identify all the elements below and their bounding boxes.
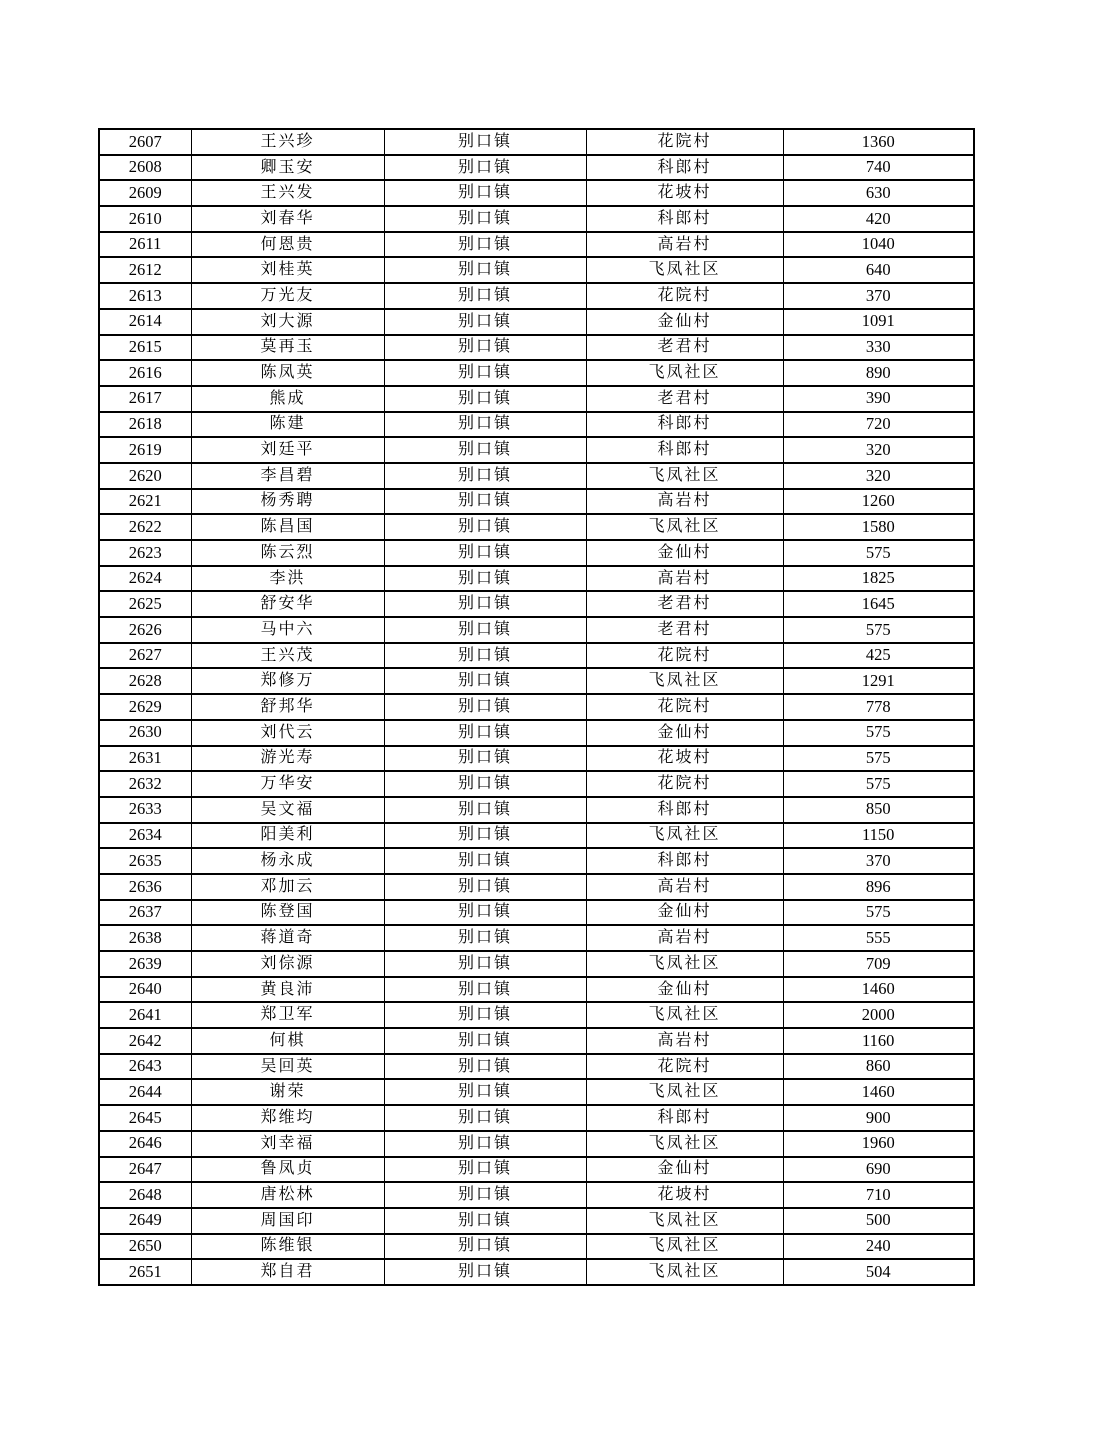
cell-name: 陈维银	[191, 1234, 384, 1260]
cell-amount: 1460	[783, 1079, 974, 1105]
cell-amount: 370	[783, 848, 974, 874]
table-row	[99, 180, 974, 206]
cell-name: 郑修万	[191, 668, 384, 694]
cell-name: 马中六	[191, 617, 384, 643]
table-row	[99, 925, 974, 951]
cell-village: 金仙村	[586, 540, 783, 566]
cell-town: 别口镇	[384, 360, 586, 386]
cell-amount: 1040	[783, 232, 974, 258]
cell-village: 花院村	[586, 694, 783, 720]
cell-amount: 1580	[783, 514, 974, 540]
cell-name: 杨秀聘	[191, 489, 384, 515]
cell-village: 老君村	[586, 617, 783, 643]
cell-id: 2621	[99, 489, 191, 515]
cell-village: 高岩村	[586, 232, 783, 258]
table-row	[99, 283, 974, 309]
cell-name: 谢荣	[191, 1079, 384, 1105]
table-row	[99, 591, 974, 617]
cell-id: 2635	[99, 848, 191, 874]
table-row	[99, 900, 974, 926]
cell-village: 金仙村	[586, 900, 783, 926]
cell-name: 刘代云	[191, 720, 384, 746]
cell-amount: 630	[783, 180, 974, 206]
cell-town: 别口镇	[384, 1182, 586, 1208]
table-row	[99, 257, 974, 283]
cell-id: 2638	[99, 925, 191, 951]
table-row	[99, 1259, 974, 1285]
cell-name: 陈昌国	[191, 514, 384, 540]
table-row	[99, 977, 974, 1003]
cell-name: 熊成	[191, 386, 384, 412]
cell-id: 2627	[99, 643, 191, 669]
cell-amount: 1960	[783, 1131, 974, 1157]
cell-village: 飞凤社区	[586, 1002, 783, 1028]
cell-town: 别口镇	[384, 1105, 586, 1131]
cell-amount: 500	[783, 1208, 974, 1234]
cell-town: 别口镇	[384, 463, 586, 489]
cell-amount: 390	[783, 386, 974, 412]
cell-id: 2624	[99, 566, 191, 592]
cell-town: 别口镇	[384, 694, 586, 720]
cell-town: 别口镇	[384, 1157, 586, 1183]
cell-village: 高岩村	[586, 489, 783, 515]
table-row	[99, 1105, 974, 1131]
cell-town: 别口镇	[384, 771, 586, 797]
cell-name: 舒邦华	[191, 694, 384, 720]
cell-village: 金仙村	[586, 1157, 783, 1183]
cell-id: 2649	[99, 1208, 191, 1234]
cell-id: 2645	[99, 1105, 191, 1131]
table-row	[99, 309, 974, 335]
cell-id: 2628	[99, 668, 191, 694]
cell-town: 别口镇	[384, 489, 586, 515]
cell-village: 金仙村	[586, 977, 783, 1003]
cell-name: 万光友	[191, 283, 384, 309]
table-row	[99, 386, 974, 412]
cell-village: 科郎村	[586, 1105, 783, 1131]
cell-village: 飞凤社区	[586, 823, 783, 849]
table-row	[99, 232, 974, 258]
cell-town: 别口镇	[384, 1028, 586, 1054]
cell-name: 李洪	[191, 566, 384, 592]
cell-amount: 575	[783, 617, 974, 643]
cell-name: 王兴发	[191, 180, 384, 206]
cell-id: 2634	[99, 823, 191, 849]
cell-id: 2643	[99, 1054, 191, 1080]
cell-id: 2637	[99, 900, 191, 926]
cell-town: 别口镇	[384, 437, 586, 463]
table-row	[99, 1002, 974, 1028]
cell-amount: 575	[783, 746, 974, 772]
cell-village: 飞凤社区	[586, 1208, 783, 1234]
cell-village: 科郎村	[586, 797, 783, 823]
cell-town: 别口镇	[384, 1131, 586, 1157]
roster-table	[98, 128, 975, 1286]
cell-town: 别口镇	[384, 1079, 586, 1105]
cell-id: 2633	[99, 797, 191, 823]
cell-id: 2619	[99, 437, 191, 463]
cell-name: 鲁凤贞	[191, 1157, 384, 1183]
cell-town: 别口镇	[384, 643, 586, 669]
cell-id: 2647	[99, 1157, 191, 1183]
table-row	[99, 797, 974, 823]
cell-name: 周国印	[191, 1208, 384, 1234]
cell-village: 花坡村	[586, 180, 783, 206]
cell-town: 别口镇	[384, 232, 586, 258]
cell-town: 别口镇	[384, 925, 586, 951]
cell-amount: 1291	[783, 668, 974, 694]
cell-id: 2636	[99, 874, 191, 900]
table-row	[99, 694, 974, 720]
cell-amount: 575	[783, 900, 974, 926]
cell-id: 2607	[99, 129, 191, 155]
cell-village: 高岩村	[586, 925, 783, 951]
cell-town: 别口镇	[384, 746, 586, 772]
table-row	[99, 617, 974, 643]
cell-id: 2623	[99, 540, 191, 566]
table-row	[99, 874, 974, 900]
cell-amount: 890	[783, 360, 974, 386]
cell-amount: 2000	[783, 1002, 974, 1028]
cell-name: 邓加云	[191, 874, 384, 900]
cell-id: 2613	[99, 283, 191, 309]
table-row	[99, 514, 974, 540]
cell-amount: 1150	[783, 823, 974, 849]
cell-town: 别口镇	[384, 180, 586, 206]
cell-town: 别口镇	[384, 1208, 586, 1234]
cell-amount: 709	[783, 951, 974, 977]
cell-village: 花院村	[586, 1054, 783, 1080]
table-row	[99, 129, 974, 155]
cell-id: 2651	[99, 1259, 191, 1285]
cell-name: 刘幸福	[191, 1131, 384, 1157]
cell-name: 何恩贵	[191, 232, 384, 258]
table-row	[99, 643, 974, 669]
cell-town: 别口镇	[384, 1234, 586, 1260]
cell-amount: 1645	[783, 591, 974, 617]
cell-name: 唐松林	[191, 1182, 384, 1208]
cell-amount: 1360	[783, 129, 974, 155]
cell-village: 老君村	[586, 335, 783, 361]
cell-village: 花院村	[586, 643, 783, 669]
table-row	[99, 720, 974, 746]
cell-id: 2611	[99, 232, 191, 258]
cell-amount: 370	[783, 283, 974, 309]
table-row	[99, 951, 974, 977]
cell-id: 2616	[99, 360, 191, 386]
table-row	[99, 566, 974, 592]
table-row	[99, 155, 974, 181]
cell-town: 别口镇	[384, 874, 586, 900]
cell-id: 2640	[99, 977, 191, 1003]
cell-name: 郑卫军	[191, 1002, 384, 1028]
cell-id: 2620	[99, 463, 191, 489]
cell-name: 黄良沛	[191, 977, 384, 1003]
cell-id: 2626	[99, 617, 191, 643]
cell-village: 花院村	[586, 283, 783, 309]
cell-name: 吴文福	[191, 797, 384, 823]
cell-village: 飞凤社区	[586, 1259, 783, 1285]
table-row	[99, 412, 974, 438]
cell-amount: 640	[783, 257, 974, 283]
cell-town: 别口镇	[384, 591, 586, 617]
table-row	[99, 823, 974, 849]
cell-village: 科郎村	[586, 206, 783, 232]
cell-town: 别口镇	[384, 386, 586, 412]
table-row	[99, 489, 974, 515]
cell-town: 别口镇	[384, 283, 586, 309]
cell-village: 花坡村	[586, 746, 783, 772]
cell-id: 2648	[99, 1182, 191, 1208]
cell-village: 飞凤社区	[586, 951, 783, 977]
cell-town: 别口镇	[384, 155, 586, 181]
cell-name: 阳美利	[191, 823, 384, 849]
table-row	[99, 335, 974, 361]
cell-name: 陈登国	[191, 900, 384, 926]
table-row	[99, 540, 974, 566]
table-row	[99, 1182, 974, 1208]
cell-town: 别口镇	[384, 797, 586, 823]
cell-village: 花院村	[586, 771, 783, 797]
cell-amount: 320	[783, 463, 974, 489]
table-row	[99, 1079, 974, 1105]
cell-town: 别口镇	[384, 1259, 586, 1285]
cell-village: 飞凤社区	[586, 514, 783, 540]
cell-amount: 330	[783, 335, 974, 361]
table-row	[99, 1234, 974, 1260]
cell-town: 别口镇	[384, 848, 586, 874]
cell-name: 舒安华	[191, 591, 384, 617]
cell-village: 老君村	[586, 386, 783, 412]
cell-town: 别口镇	[384, 335, 586, 361]
cell-id: 2610	[99, 206, 191, 232]
cell-village: 飞凤社区	[586, 1079, 783, 1105]
cell-name: 卿玉安	[191, 155, 384, 181]
cell-id: 2612	[99, 257, 191, 283]
cell-town: 别口镇	[384, 823, 586, 849]
cell-id: 2629	[99, 694, 191, 720]
cell-name: 刘大源	[191, 309, 384, 335]
cell-amount: 778	[783, 694, 974, 720]
cell-amount: 240	[783, 1234, 974, 1260]
cell-id: 2632	[99, 771, 191, 797]
cell-village: 科郎村	[586, 412, 783, 438]
cell-name: 郑自君	[191, 1259, 384, 1285]
cell-amount: 896	[783, 874, 974, 900]
cell-town: 别口镇	[384, 668, 586, 694]
cell-id: 2650	[99, 1234, 191, 1260]
cell-town: 别口镇	[384, 206, 586, 232]
cell-village: 花院村	[586, 129, 783, 155]
cell-village: 飞凤社区	[586, 360, 783, 386]
cell-amount: 320	[783, 437, 974, 463]
cell-name: 蒋道奇	[191, 925, 384, 951]
cell-village: 高岩村	[586, 874, 783, 900]
cell-id: 2617	[99, 386, 191, 412]
cell-name: 陈云烈	[191, 540, 384, 566]
cell-id: 2615	[99, 335, 191, 361]
cell-town: 别口镇	[384, 309, 586, 335]
cell-town: 别口镇	[384, 977, 586, 1003]
cell-village: 飞凤社区	[586, 257, 783, 283]
cell-town: 别口镇	[384, 257, 586, 283]
table-row	[99, 1131, 974, 1157]
cell-amount: 740	[783, 155, 974, 181]
cell-name: 李昌碧	[191, 463, 384, 489]
table-row	[99, 463, 974, 489]
cell-name: 陈凤英	[191, 360, 384, 386]
table-row	[99, 437, 974, 463]
cell-name: 陈建	[191, 412, 384, 438]
cell-id: 2618	[99, 412, 191, 438]
cell-village: 花坡村	[586, 1182, 783, 1208]
table-row	[99, 848, 974, 874]
cell-amount: 1260	[783, 489, 974, 515]
cell-village: 老君村	[586, 591, 783, 617]
cell-village: 科郎村	[586, 155, 783, 181]
table-row	[99, 1208, 974, 1234]
cell-village: 飞凤社区	[586, 668, 783, 694]
cell-name: 刘倧源	[191, 951, 384, 977]
cell-town: 别口镇	[384, 412, 586, 438]
cell-id: 2641	[99, 1002, 191, 1028]
table-row	[99, 771, 974, 797]
cell-amount: 555	[783, 925, 974, 951]
cell-name: 吴回英	[191, 1054, 384, 1080]
cell-name: 郑维均	[191, 1105, 384, 1131]
cell-id: 2609	[99, 180, 191, 206]
cell-amount: 504	[783, 1259, 974, 1285]
cell-name: 王兴茂	[191, 643, 384, 669]
cell-id: 2631	[99, 746, 191, 772]
table-row	[99, 668, 974, 694]
cell-amount: 575	[783, 720, 974, 746]
cell-name: 刘廷平	[191, 437, 384, 463]
cell-name: 莫再玉	[191, 335, 384, 361]
table-row	[99, 206, 974, 232]
cell-amount: 690	[783, 1157, 974, 1183]
cell-id: 2630	[99, 720, 191, 746]
cell-name: 王兴珍	[191, 129, 384, 155]
cell-id: 2639	[99, 951, 191, 977]
cell-village: 高岩村	[586, 1028, 783, 1054]
cell-id: 2642	[99, 1028, 191, 1054]
roster-table-body	[99, 129, 974, 1285]
cell-town: 别口镇	[384, 951, 586, 977]
cell-id: 2646	[99, 1131, 191, 1157]
cell-village: 科郎村	[586, 848, 783, 874]
cell-name: 何棋	[191, 1028, 384, 1054]
cell-town: 别口镇	[384, 566, 586, 592]
cell-id: 2622	[99, 514, 191, 540]
cell-town: 别口镇	[384, 1054, 586, 1080]
cell-amount: 710	[783, 1182, 974, 1208]
cell-amount: 420	[783, 206, 974, 232]
cell-amount: 575	[783, 771, 974, 797]
cell-id: 2614	[99, 309, 191, 335]
cell-village: 飞凤社区	[586, 1234, 783, 1260]
cell-amount: 425	[783, 643, 974, 669]
cell-town: 别口镇	[384, 514, 586, 540]
table-row	[99, 1157, 974, 1183]
cell-id: 2644	[99, 1079, 191, 1105]
cell-name: 万华安	[191, 771, 384, 797]
cell-town: 别口镇	[384, 129, 586, 155]
cell-amount: 1460	[783, 977, 974, 1003]
cell-town: 别口镇	[384, 617, 586, 643]
cell-amount: 1160	[783, 1028, 974, 1054]
cell-village: 科郎村	[586, 437, 783, 463]
cell-name: 刘春华	[191, 206, 384, 232]
cell-town: 别口镇	[384, 900, 586, 926]
cell-amount: 575	[783, 540, 974, 566]
cell-village: 飞凤社区	[586, 463, 783, 489]
table-row	[99, 1028, 974, 1054]
table-row	[99, 1054, 974, 1080]
cell-amount: 900	[783, 1105, 974, 1131]
cell-amount: 1825	[783, 566, 974, 592]
cell-village: 金仙村	[586, 309, 783, 335]
cell-town: 别口镇	[384, 540, 586, 566]
cell-village: 飞凤社区	[586, 1131, 783, 1157]
cell-name: 刘桂英	[191, 257, 384, 283]
cell-id: 2608	[99, 155, 191, 181]
cell-amount: 1091	[783, 309, 974, 335]
table-row	[99, 746, 974, 772]
cell-name: 游光寿	[191, 746, 384, 772]
cell-id: 2625	[99, 591, 191, 617]
cell-name: 杨永成	[191, 848, 384, 874]
cell-town: 别口镇	[384, 1002, 586, 1028]
table-row	[99, 360, 974, 386]
cell-village: 高岩村	[586, 566, 783, 592]
cell-amount: 850	[783, 797, 974, 823]
cell-town: 别口镇	[384, 720, 586, 746]
cell-village: 金仙村	[586, 720, 783, 746]
cell-amount: 720	[783, 412, 974, 438]
cell-amount: 860	[783, 1054, 974, 1080]
